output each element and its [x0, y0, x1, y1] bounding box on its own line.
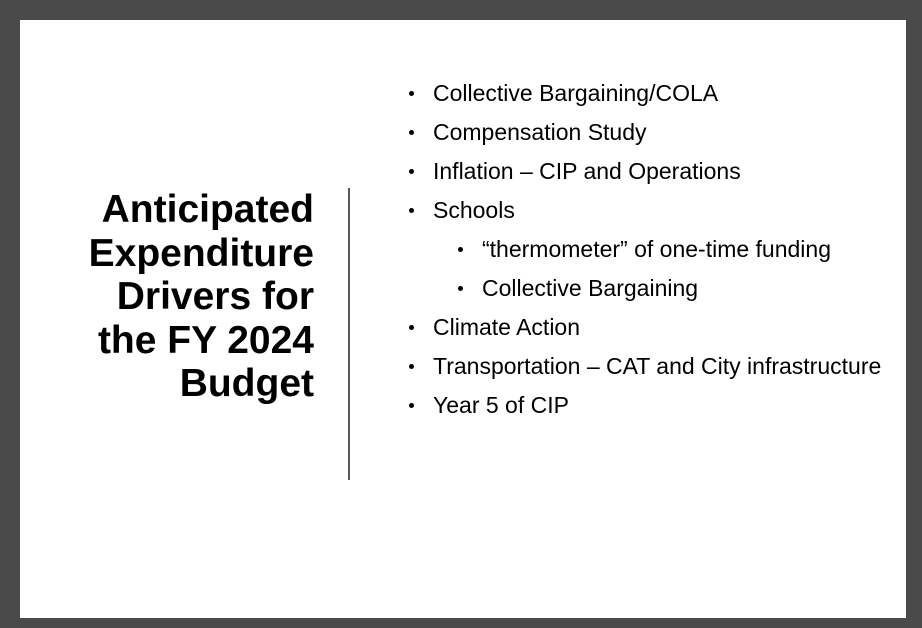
title-line: the FY 2024: [97, 318, 314, 362]
bullet-dot-icon: [458, 286, 463, 291]
bullet-text: Collective Bargaining/COLA: [433, 80, 719, 106]
bullet-item: [405, 78, 885, 108]
bullet-item: [405, 156, 885, 186]
bullet-dot-icon: [409, 364, 414, 369]
bullet-dot-icon: [409, 169, 414, 174]
bullet-dot-icon: [409, 91, 414, 96]
sub-bullet-item: [405, 234, 885, 264]
bullet-text: Inflation – CIP and Operations: [433, 158, 741, 184]
bullet-dot-icon: [409, 208, 414, 213]
bullet-dot-icon: [409, 130, 414, 135]
bullet-dot-icon: [409, 403, 414, 408]
bullet-item: [405, 351, 885, 381]
bullet-dot-icon: [458, 247, 463, 252]
bullet-text: Climate Action: [433, 314, 581, 340]
bullet-text: Compensation Study: [433, 119, 647, 145]
bullet-text: Transportation – CAT and City infrastructure: [433, 353, 882, 379]
slide: [20, 20, 906, 618]
bullet-item: [405, 195, 885, 225]
bullet-list: [405, 78, 885, 429]
bullet-dot-icon: [409, 325, 414, 330]
bullet-item: [405, 390, 885, 420]
slide-title: [40, 188, 314, 406]
title-line: Drivers for: [116, 275, 314, 318]
title-line: Anticipated: [101, 188, 314, 231]
bullet-text: Collective Bargaining: [482, 275, 699, 301]
bullet-text: Year 5 of CIP: [433, 392, 569, 418]
sub-bullet-item: [405, 273, 885, 303]
bullet-item: [405, 312, 885, 342]
bullet-item: [405, 117, 885, 147]
bullet-text: Schools: [433, 197, 515, 223]
bullet-text: “thermometer” of one-time funding: [482, 236, 831, 262]
vertical-divider: [348, 188, 350, 480]
title-line: Budget: [179, 362, 314, 405]
title-line: Expenditure: [88, 231, 314, 275]
